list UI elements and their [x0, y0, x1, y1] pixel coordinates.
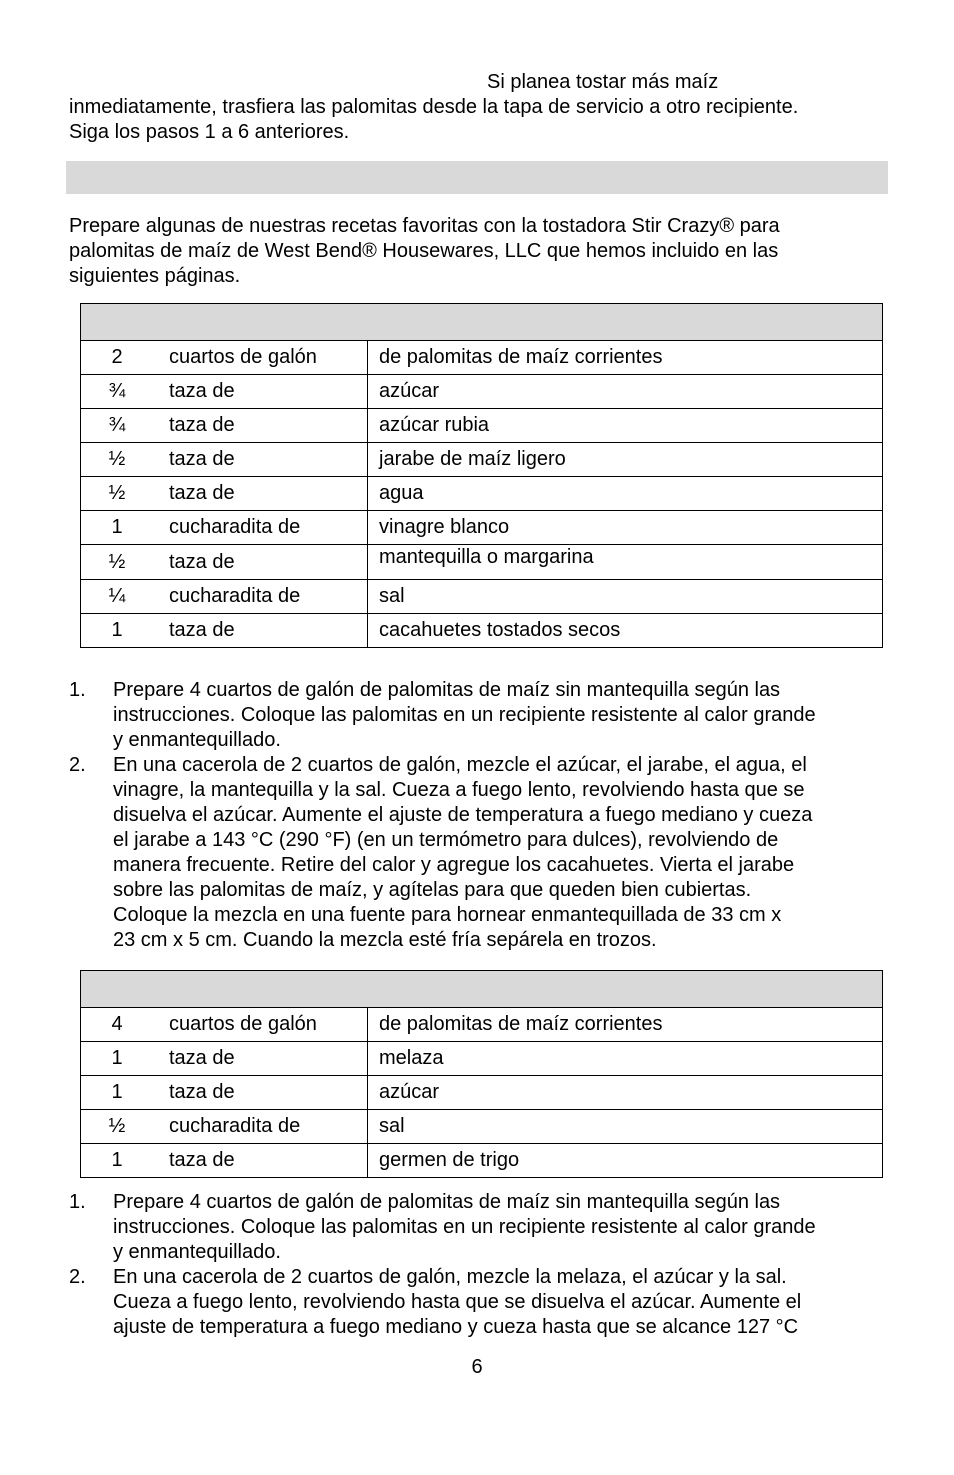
step-line: y enmantequillado. — [113, 729, 281, 751]
recipe2-steps — [69, 1190, 889, 1340]
step-line: disuelva el azúcar. Aumente el ajuste de temperatura a fuego mediano y cueza — [113, 804, 813, 826]
ingredient-unit: taza de — [153, 443, 368, 477]
ingredient-item: mantequilla o margarina — [368, 545, 883, 580]
ingredient-qty: 4 — [81, 1008, 154, 1042]
ingredient-row — [81, 1008, 883, 1042]
ingredient-item: sal — [368, 580, 883, 614]
step-line: Prepare 4 cuartos de galón de palomitas de maíz sin mantequilla según las — [113, 679, 781, 701]
step-line: instrucciones. Coloque las palomitas en un recipiente resistente al calor grande — [113, 704, 816, 726]
ingredient-unit: cucharadita de — [153, 511, 368, 545]
ingredient-qty: ½ — [81, 1110, 154, 1144]
step-number: 2. — [69, 754, 86, 776]
step-number: 1. — [69, 679, 86, 701]
step-line: vinagre, la mantequilla y la sal. Cueza a fuego lento, revolviendo hasta que se — [113, 779, 805, 801]
ingredient-qty: 1 — [81, 1076, 154, 1110]
ingredient-row — [81, 1042, 883, 1076]
ingredient-row — [81, 375, 883, 409]
ingredient-row — [81, 545, 883, 580]
step-line: Prepare 4 cuartos de galón de palomitas de maíz sin mantequilla según las — [113, 1191, 781, 1213]
step-item — [69, 1190, 889, 1265]
ingredient-row — [81, 1110, 883, 1144]
ingredient-unit: taza de — [153, 1076, 368, 1110]
ingredient-item: sal — [368, 1110, 883, 1144]
ingredient-row — [81, 443, 883, 477]
ingredient-qty: 1 — [81, 1042, 154, 1076]
ingredient-unit: cuartos de galón — [153, 341, 368, 375]
recipes-intro-line-2: palomitas de maíz de West Bend® Housewares, LLC que hemos incluido en las — [69, 240, 779, 262]
step-line: Cueza a fuego lento, revolviendo hasta que se disuelva el azúcar. Aumente el — [113, 1291, 802, 1313]
recipe2-ingredients-table — [80, 970, 883, 1178]
ingredient-row — [81, 477, 883, 511]
step-item — [69, 678, 889, 753]
step-item — [69, 753, 889, 953]
ingredient-unit: taza de — [153, 477, 368, 511]
ingredient-row — [81, 614, 883, 648]
recipe2-table-header — [81, 971, 883, 1008]
ingredient-item: germen de trigo — [368, 1144, 883, 1178]
step-line: En una cacerola de 2 cuartos de galón, mezcle el azúcar, el jarabe, el agua, el — [113, 754, 807, 776]
ingredient-item: azúcar — [368, 375, 883, 409]
ingredient-row — [81, 409, 883, 443]
step-line: sobre las palomitas de maíz, y agítelas para que queden bien cubiertas. — [113, 879, 752, 901]
step-number: 1. — [69, 1191, 86, 1213]
ingredient-item: azúcar rubia — [368, 409, 883, 443]
ingredient-unit: cuartos de galón — [153, 1008, 368, 1042]
recipe1-steps — [69, 678, 889, 953]
ingredient-qty: ¾ — [81, 375, 154, 409]
ingredient-qty: ½ — [81, 545, 154, 580]
page-number: 6 — [471, 1356, 483, 1378]
ingredient-row — [81, 1076, 883, 1110]
step-line: y enmantequillado. — [113, 1241, 281, 1263]
ingredient-row — [81, 1144, 883, 1178]
step-line: 23 cm x 5 cm. Cuando la mezcla esté fría sepárela en trozos. — [113, 929, 657, 951]
ingredient-row — [81, 580, 883, 614]
ingredient-unit: taza de — [153, 409, 368, 443]
ingredient-qty: 1 — [81, 614, 154, 648]
ingredient-item: jarabe de maíz ligero — [368, 443, 883, 477]
ingredient-unit: taza de — [153, 1042, 368, 1076]
ingredient-item: vinagre blanco — [368, 511, 883, 545]
ingredient-qty: ½ — [81, 477, 154, 511]
step-line: Coloque la mezcla en una fuente para hornear enmantequillada de 33 cm x — [113, 904, 782, 926]
ingredient-qty: 2 — [81, 341, 154, 375]
ingredient-unit: taza de — [153, 545, 368, 580]
ingredient-unit: taza de — [153, 1144, 368, 1178]
section-heading-band — [66, 161, 888, 194]
ingredient-item: azúcar — [368, 1076, 883, 1110]
recipe1-ingredients-table — [80, 303, 883, 648]
intro-line-1: Si planea tostar más maíz — [487, 71, 719, 93]
ingredient-unit: taza de — [153, 375, 368, 409]
ingredient-unit: cucharadita de — [153, 580, 368, 614]
ingredient-qty: ¼ — [81, 580, 154, 614]
ingredient-item: melaza — [368, 1042, 883, 1076]
step-line: ajuste de temperatura a fuego mediano y cueza hasta que se alcance 127 °C — [113, 1316, 799, 1338]
step-line: el jarabe a 143 °C (290 °F) (en un termómetro para dulces), revolviendo de — [113, 829, 779, 851]
recipe1-table-header — [81, 304, 883, 341]
ingredient-row — [81, 511, 883, 545]
ingredient-item: de palomitas de maíz corrientes — [368, 341, 883, 375]
ingredient-item: de palomitas de maíz corrientes — [368, 1008, 883, 1042]
ingredient-item: cacahuetes tostados secos — [368, 614, 883, 648]
step-number: 2. — [69, 1266, 86, 1288]
recipes-intro-line-1: Prepare algunas de nuestras recetas favoritas con la tostadora Stir Crazy® para — [69, 215, 780, 237]
intro-line-2: inmediatamente, trasfiera las palomitas desde la tapa de servicio a otro recipiente. — [69, 96, 799, 118]
step-line: manera frecuente. Retire del calor y agregue los cacahuetes. Vierta el jarabe — [113, 854, 795, 876]
ingredient-qty: 1 — [81, 511, 154, 545]
intro-line-3: Siga los pasos 1 a 6 anteriores. — [69, 121, 350, 143]
ingredient-unit: cucharadita de — [153, 1110, 368, 1144]
ingredient-qty: ¾ — [81, 409, 154, 443]
ingredient-row — [81, 341, 883, 375]
step-line: instrucciones. Coloque las palomitas en un recipiente resistente al calor grande — [113, 1216, 816, 1238]
step-line: En una cacerola de 2 cuartos de galón, mezcle la melaza, el azúcar y la sal. — [113, 1266, 787, 1288]
ingredient-qty: ½ — [81, 443, 154, 477]
step-item — [69, 1265, 889, 1340]
ingredient-qty: 1 — [81, 1144, 154, 1178]
recipes-intro-line-3: siguientes páginas. — [69, 265, 241, 287]
ingredient-unit: taza de — [153, 614, 368, 648]
ingredient-item: agua — [368, 477, 883, 511]
